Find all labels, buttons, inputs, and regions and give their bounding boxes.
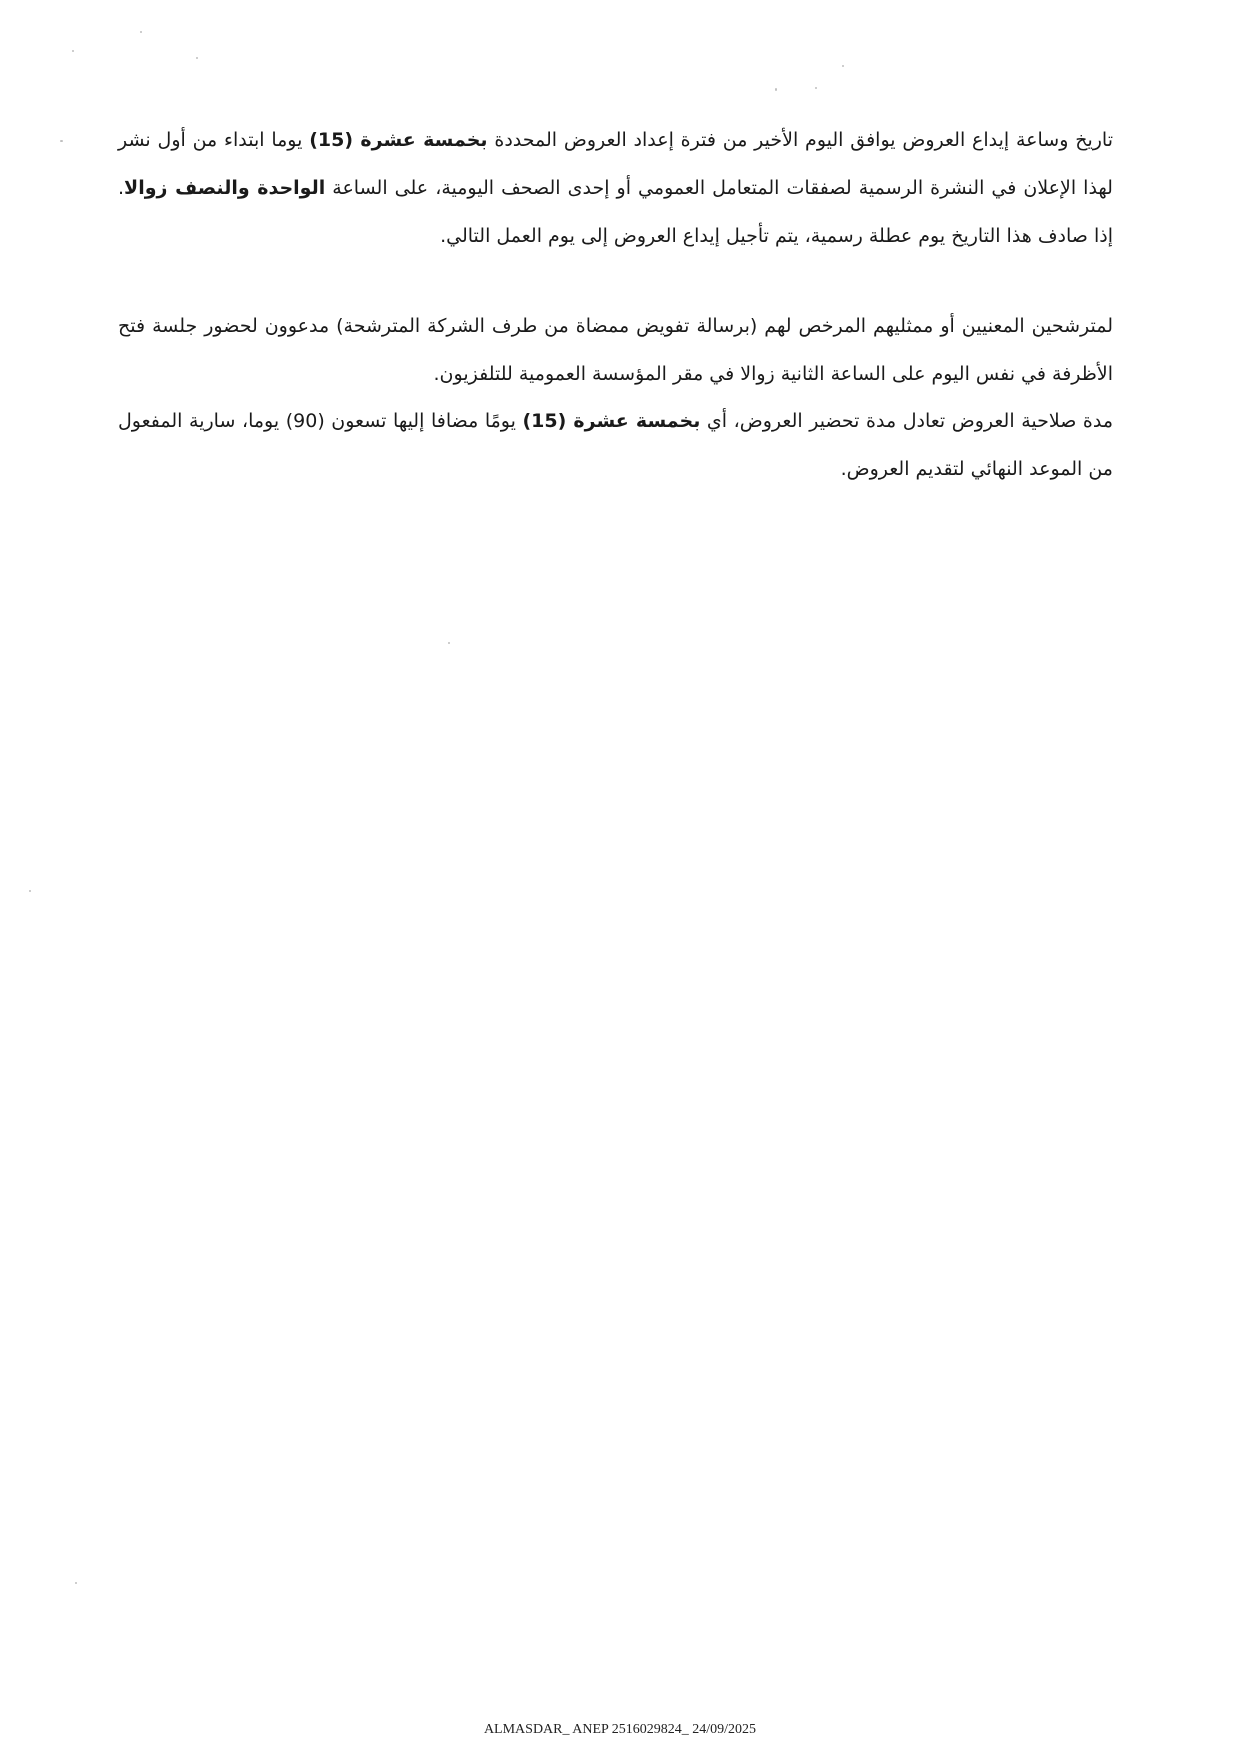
text-run: لمترشحين المعنيين أو ممثليهم المرخص لهم (برسالة تفويض ممضاة من طرف الشركة المترشحة) مدعوون لحضور جلسة فتح الأظرفة في نفس اليوم على الساعة الثانية زوالا في مقر المؤسسة العمومية للتلفزيون. [118, 315, 1113, 385]
scan-speck [448, 642, 450, 644]
scan-speck [140, 31, 142, 33]
paragraph-offer-validity [118, 397, 1113, 493]
text-run: مدة صلاحية العروض تعادل مدة تحضير العروض، أي [700, 410, 1114, 432]
paragraph-bid-opening [118, 302, 1113, 398]
scan-speck [842, 65, 844, 67]
text-run: تاريخ وساعة إيداع العروض يوافق اليوم الأخير من فترة إعداد العروض المحددة [487, 129, 1113, 151]
scan-speck [775, 88, 777, 91]
scan-speck [72, 50, 74, 52]
scan-speck [60, 140, 63, 142]
bold-duration: بخمسة عشرة (15) [309, 129, 488, 151]
paragraph-submission-deadline [118, 116, 1113, 260]
text-run: يومًا مضافا إليها تسعون (90) يوما، سارية المفعول من الموعد النهائي لتقديم العروض. [118, 410, 1113, 480]
bold-duration: بخمسة عشرة (15) [522, 410, 701, 432]
scan-speck [29, 890, 31, 892]
text-run: . إذا صادف هذا التاريخ يوم عطلة رسمية، يتم تأجيل إيداع العروض إلى يوم العمل التالي. [118, 177, 1113, 247]
scan-speck [196, 57, 198, 59]
scan-speck [75, 1582, 77, 1584]
bold-time: الواحدة والنصف زوالا [124, 177, 326, 199]
text-run: يوما ابتداء من أول نشر لهذا الإعلان في النشرة الرسمية لصفقات المتعامل العمومي أو إحدى الصحف اليومية، على الساعة [118, 129, 1113, 199]
footer-reference: ALMASDAR_ ANEP 2516029824_ 24/09/2025 [483, 1722, 757, 1737]
scan-speck [815, 87, 817, 89]
